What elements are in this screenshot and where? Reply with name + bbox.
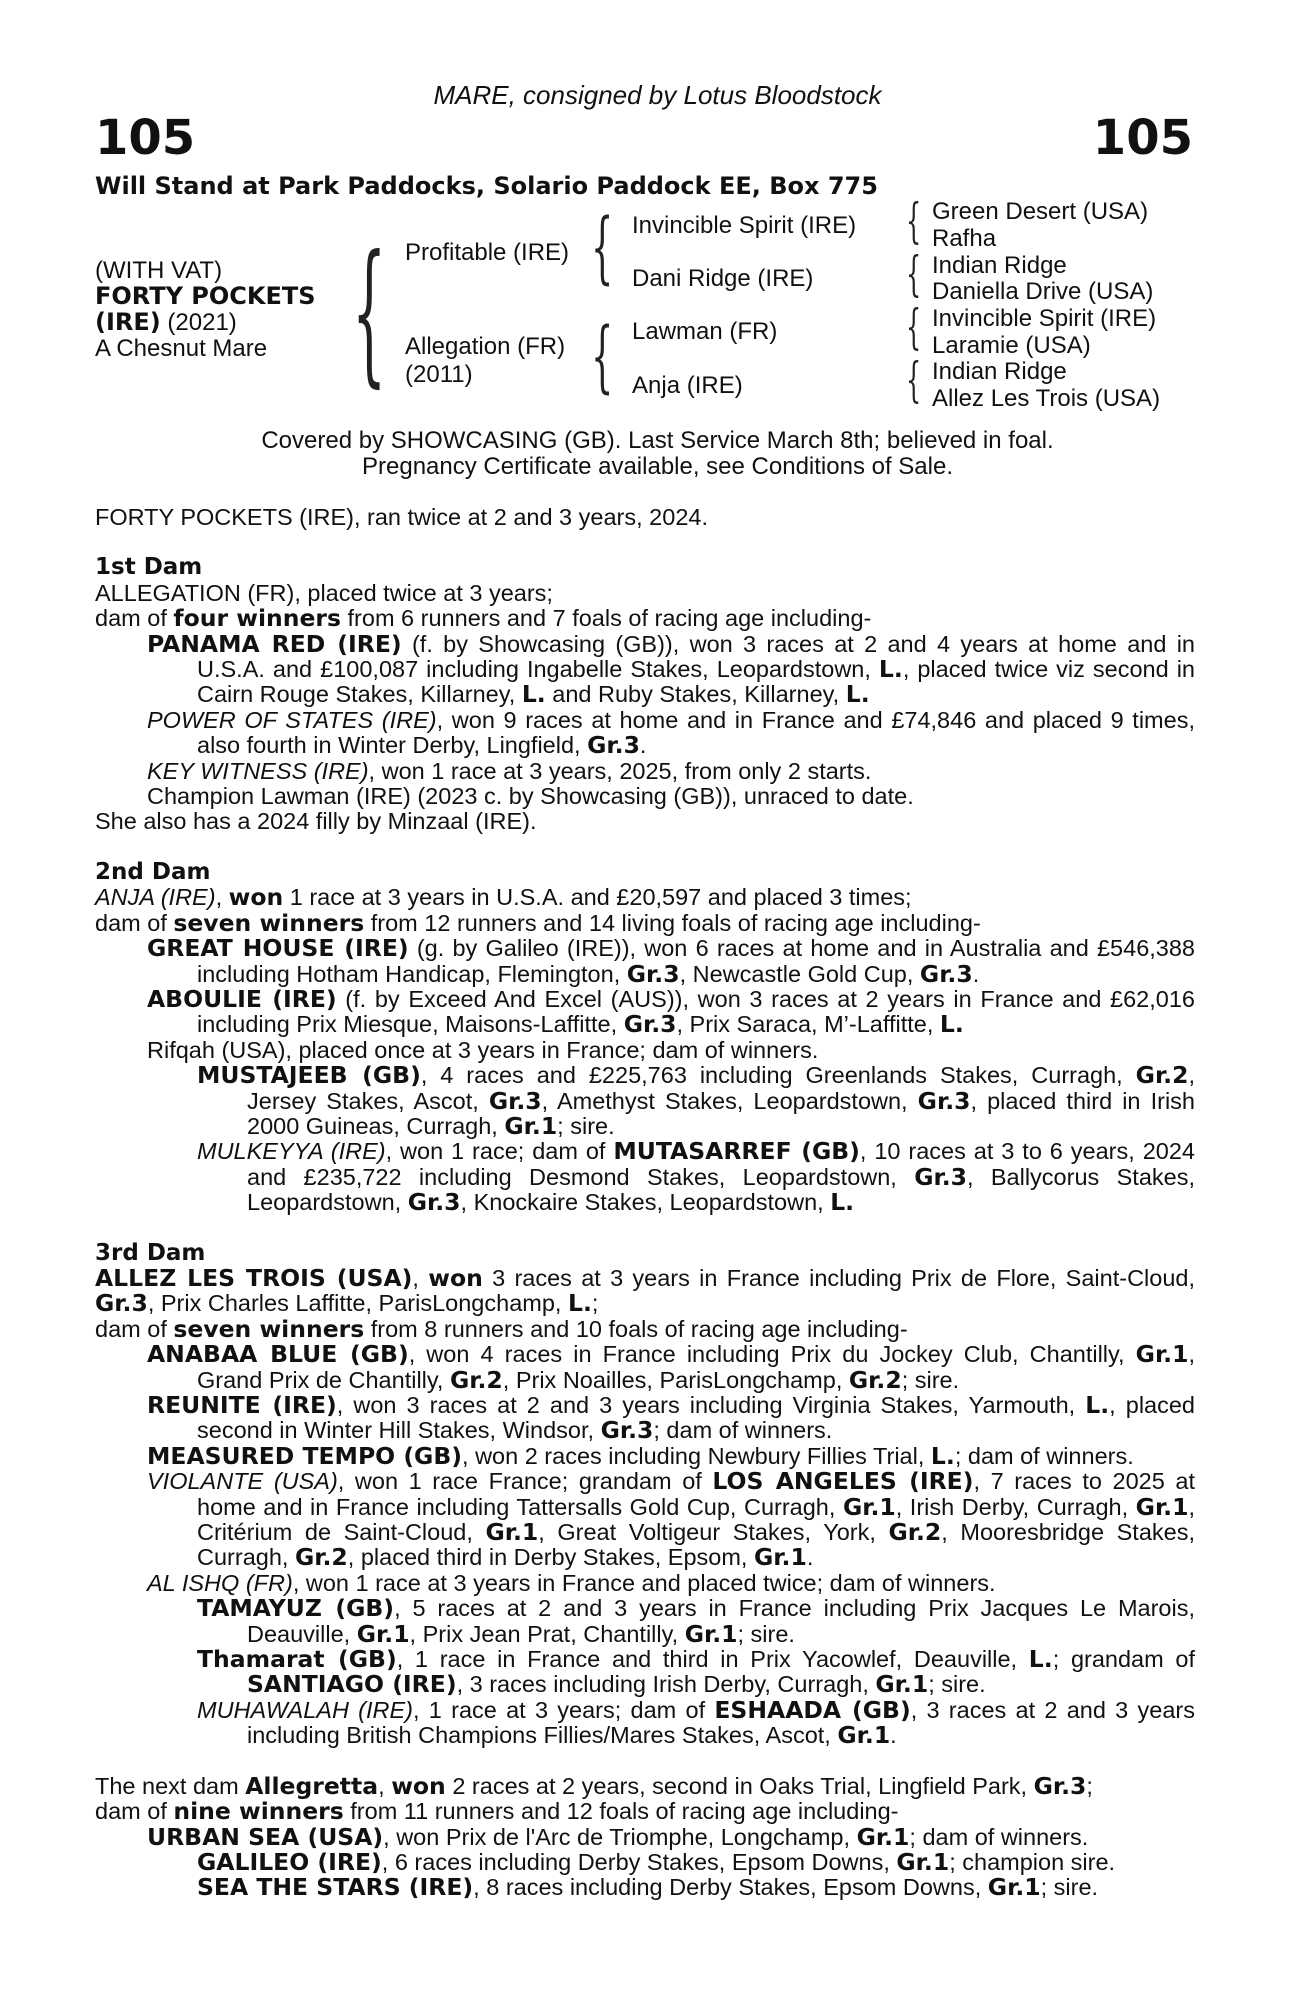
first-dam-produce: dam of four winners from 6 runners and 7 foals of racing age including-	[95, 604, 872, 633]
produce-entry: URBAN SEA (USA), won Prix de l'Arc de Triomphe, Longchamp, Gr.1; dam of winners.	[147, 1822, 1089, 1851]
first-dam-line: ALLEGATION (FR), placed twice at 3 years;	[95, 579, 553, 606]
vat-note: (WITH VAT)	[95, 257, 223, 284]
produce-entry: Rifqah (USA), placed once at 3 years in France; dam of winners.	[147, 1036, 819, 1063]
next-dam-produce: dam of nine winners from 11 runners and 12 foals of racing age including-	[95, 1797, 899, 1826]
produce-entry: POWER OF STATES (IRE), won 9 races at home and in France and £74,846 and placed 9 times, also fourth in Winter Derby, Lingfield, Gr.3.	[147, 706, 1195, 760]
dam-dam: Anja (IRE)	[632, 372, 743, 399]
horse-country: (IRE)	[95, 308, 161, 336]
main-brace: {	[352, 223, 387, 402]
produce-entry: PANAMA RED (IRE) (f. by Showcasing (GB)), won 3 races at 2 and 4 years at home and in U.S.A. and £100,087 including Ingabelle Stakes, Leopardstown, L., placed twice viz second in Cairn Rouge Stakes, Killarney, L. and Ruby Stakes, Killarney, L.	[147, 629, 1196, 709]
dam-brace: {	[591, 312, 614, 402]
pregnancy-note: Pregnancy Certificate available, see Conditions of Sale.	[362, 453, 953, 480]
gen3-brace-1: {	[906, 193, 922, 249]
sire-dam: Dani Ridge (IRE)	[632, 265, 814, 292]
gen3-ancestor: Daniella Drive (USA)	[932, 278, 1154, 305]
dam-year: (2011)	[405, 361, 473, 388]
produce-note: She also has a 2024 filly by Minzaal (IRE).	[95, 808, 537, 835]
gen3-brace-4: {	[906, 352, 922, 408]
produce-entry: AL ISHQ (FR), won 1 race at 3 years in France and placed twice; dam of winners.	[147, 1569, 996, 1596]
produce-entry: VIOLANTE (USA), won 1 race France; grandam of LOS ANGELES (IRE), 7 races to 2025 at home and in France including Tattersalls Gold Cup, Curragh, Gr.1, Irish Derby, Curragh, Gr.1, Critérium de Saint-Cloud, Gr.1, Great Voltigeur Stakes, York, Gr.2, Mooresbridge Stakes, Curragh, Gr.2, placed third in Derby Stakes, Epsom, Gr.1.	[147, 1467, 1195, 1572]
grand-produce-entry: MUHAWALAH (IRE), 1 race at 3 years; dam of ESHAADA (GB), 3 races at 2 and 3 years including British Champions Fillies/Mares Stakes, Ascot, Gr.1.	[197, 1695, 1195, 1750]
dam-name: Allegation (FR)	[405, 333, 566, 360]
grand-produce-entry: MULKEYYA (IRE), won 1 race; dam of MUTASARREF (GB), 10 races at 3 to 6 years, 2024 and £235,722 including Desmond Stakes, Leopardstown, Gr.3, Ballycorus Stakes, Leopardstown, Gr.3, Knockaire Stakes, Leopardstown, L.	[197, 1137, 1195, 1217]
horse-description: A Chesnut Mare	[95, 335, 268, 362]
lot-number-right: 105	[1092, 110, 1193, 166]
consignor-line: MARE, consigned by Lotus Bloodstock	[433, 80, 882, 110]
stand-location: Will Stand at Park Paddocks, Solario Paddock EE, Box 775	[95, 172, 878, 200]
produce-entry: ANABAA BLUE (GB), won 4 races in France including Prix du Jockey Club, Chantilly, Gr.1, Grand Prix de Chantilly, Gr.2, Prix Noailles, ParisLongchamp, Gr.2; sire.	[147, 1340, 1195, 1394]
horse-name: FORTY POCKETS	[95, 282, 316, 310]
sire-sire: Invincible Spirit (IRE)	[632, 212, 857, 239]
intro-line: FORTY POCKETS (IRE), ran twice at 2 and 3 years, 2024.	[95, 504, 708, 530]
second-dam-produce: dam of seven winners from 12 runners and 14 living foals of racing age including-	[95, 908, 981, 937]
pedigree-notes	[95, 505, 1195, 1901]
grand-produce-entry: SEA THE STARS (IRE), 8 races including Derby Stakes, Epsom Downs, Gr.1; sire.	[197, 1873, 1099, 1902]
dam-sire: Lawman (FR)	[632, 318, 778, 345]
produce-entry: MEASURED TEMPO (GB), won 2 races including Newbury Fillies Trial, L.; dam of winners.	[147, 1441, 1134, 1470]
lot-number-left: 105	[95, 110, 196, 166]
produce-entry: KEY WITNESS (IRE), won 1 race at 3 years, 2025, from only 2 starts.	[147, 757, 872, 784]
sire-brace: {	[591, 203, 614, 293]
covered-note: Covered by SHOWCASING (GB). Last Service March 8th; believed in foal.	[261, 427, 1054, 454]
third-dam-heading: 3rd Dam	[95, 1239, 206, 1266]
third-dam-produce: dam of seven winners from 8 runners and 10 foals of racing age including-	[95, 1314, 908, 1343]
gen3-ancestor: Indian Ridge	[932, 358, 1067, 385]
grand-produce-entry: TAMAYUZ (GB), 5 races at 2 and 3 years in France including Prix Jacques Le Marois, Deauville, Gr.1, Prix Jean Prat, Chantilly, Gr.1; sire.	[197, 1594, 1195, 1648]
gen3-ancestor: Rafha	[932, 225, 997, 252]
grand-produce-entry: MUSTAJEEB (GB), 4 races and £225,763 including Greenlands Stakes, Curragh, Gr.2, Jersey Stakes, Ascot, Gr.3, Amethyst Stakes, Leopardstown, Gr.3, placed third in Irish 2000 Guineas, Curragh, Gr.1; sire.	[197, 1061, 1195, 1140]
gen3-ancestor: Allez Les Trois (USA)	[932, 385, 1161, 412]
produce-entry: Champion Lawman (IRE) (2023 c. by Showcasing (GB)), unraced to date.	[147, 783, 914, 810]
gen3-brace-3: {	[906, 299, 922, 355]
produce-entry: ABOULIE (IRE) (f. by Exceed And Excel (AUS)), won 3 races at 2 years in France and £62,016 including Prix Miesque, Maisons-Laffitte, Gr.3, Prix Saraca, M’-Laffitte, L.	[147, 984, 1195, 1039]
produce-entry: GREAT HOUSE (IRE) (g. by Galileo (IRE)), won 6 races at home and in Australia and £546,388 including Hotham Handicap, Flemington, Gr.3, Newcastle Gold Cup, Gr.3.	[147, 934, 1195, 988]
grand-produce-entry: Thamarat (GB), 1 race in France and third in Prix Yacowlef, Deauville, L.; grandam of SANTIAGO (IRE), 3 races including Irish Derby, Curragh, Gr.1; sire.	[197, 1645, 1195, 1699]
grand-produce-entry: GALILEO (IRE), 6 races including Derby Stakes, Epsom Downs, Gr.1; champion sire.	[197, 1847, 1116, 1876]
gen3-ancestor: Green Desert (USA)	[932, 198, 1149, 225]
horse-origin	[95, 309, 237, 336]
horse-year: (2021)	[160, 309, 237, 336]
third-dam-line: ALLEZ LES TROIS (USA), won 3 races at 3 years in France including Prix de Flore, Saint-Cloud, Gr.3, Prix Charles Laffitte, ParisLongchamp, L.;	[95, 1263, 1195, 1318]
second-dam-line: ANJA (IRE), won 1 race at 3 years in U.S.A. and £20,597 and placed 3 times;	[95, 883, 912, 912]
produce-entry: REUNITE (IRE), won 3 races at 2 and 3 years including Virginia Stakes, Yarmouth, L., placed second in Winter Hill Stakes, Windsor, Gr.3; dam of winners.	[147, 1391, 1195, 1445]
first-dam-heading: 1st Dam	[95, 554, 203, 581]
sire-name: Profitable (IRE)	[405, 239, 570, 266]
gen3-ancestor: Invincible Spirit (IRE)	[932, 305, 1157, 332]
gen3-ancestor: Indian Ridge	[932, 252, 1067, 279]
gen3-ancestor: Laramie (USA)	[932, 332, 1091, 359]
second-dam-heading: 2nd Dam	[95, 858, 211, 885]
next-dam-line: The next dam Allegretta, won 2 races at 2 years, second in Oaks Trial, Lingfield Park, Gr.3;	[95, 1771, 1093, 1800]
gen3-brace-2: {	[906, 246, 922, 302]
